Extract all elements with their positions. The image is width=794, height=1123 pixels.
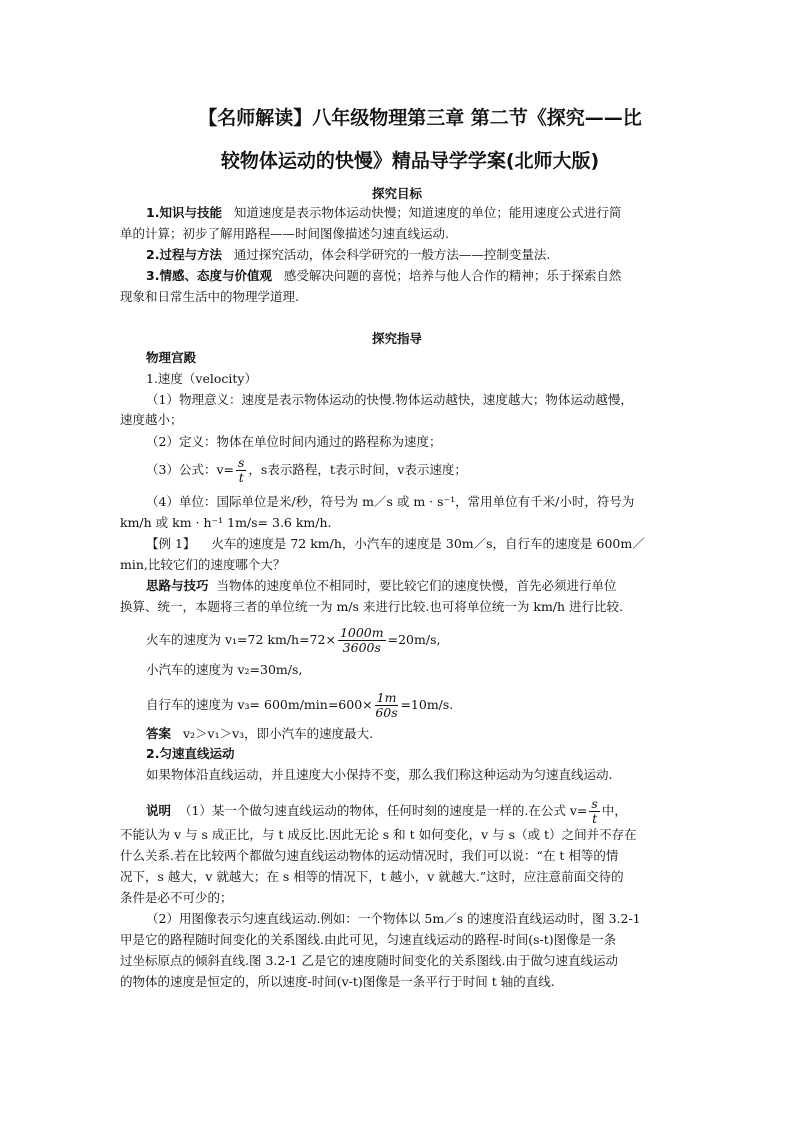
answer-text: v₂＞v₁＞v₃，即小汽车的速度最大. — [182, 726, 374, 741]
goal-2-label: 2.过程与方法 — [146, 247, 222, 262]
formula-numerator: s — [238, 455, 245, 470]
tips-line-2: 换算、统一，本题将三者的单位统一为 m/s 来进行比较.也可将单位统一为 km/h 进行比较. — [120, 599, 624, 614]
speed-meaning-line-1: （1）物理意义：速度是表示物体运动的快慢.物体运动越快，速度越大；物体运动越慢， — [146, 392, 633, 407]
document-title-line-2: 较物体运动的快慢》精品导学学案(北师大版) — [220, 150, 600, 172]
note-1-line-1 — [146, 797, 627, 826]
note-2-line-4: 的物体的速度是恒定的，所以速度-时间(v-t)图像是一条平行于时间 t 轴的直线. — [120, 974, 555, 989]
speed-definition: （2）定义：物体在单位时间内通过的路程称为速度； — [146, 434, 442, 449]
note-1-line-4: 况下，s 越大，v 就越大；在 s 相等的情况下，t 越小，v 就越大.”这时，应注意前面交待的 — [120, 869, 624, 884]
train-calc-suffix: =20m/s, — [387, 632, 441, 647]
uniform-motion-title: 2.匀速直线运动 — [146, 746, 235, 761]
note-denominator: t — [592, 811, 598, 826]
note-2-line-2: 甲是它的路程随时间变化的关系图线.由此可见，匀速直线运动的路程-时间(s-t)图像是一条 — [120, 932, 617, 947]
answer — [146, 726, 373, 742]
bike-denominator: 60s — [375, 705, 398, 720]
note-fraction — [589, 797, 599, 826]
speed-unit-line-1: （4）单位：国际单位是米/秒，符号为 m／s 或 m · s⁻¹，常用单位有千米/小时，符号为 — [146, 494, 635, 509]
speed-meaning-line-2: 速度越小； — [120, 412, 183, 427]
note-2-line-3: 过坐标原点的倾斜直线.图 3.2-1 乙是它的速度随时间变化的关系图线.由于做匀速直线运动 — [120, 953, 618, 968]
note-2-line-1: （2）用图像表示匀速直线运动.例如：一个物体以 5m／s 的速度沿直线运动时，图 3.2-1 — [146, 911, 641, 926]
document-title-line-1: 【名师解读】八年级物理第三章 第二节《探究——比 — [198, 107, 642, 129]
goal-3-label: 3.情感、态度与价值观 — [146, 268, 272, 283]
train-denominator: 3600s — [342, 640, 381, 655]
goals-heading: 探究目标 — [371, 186, 422, 201]
note-1-line-5: 条件是必不可少的； — [120, 890, 233, 905]
answer-label: 答案 — [146, 726, 172, 741]
formula-suffix: ，s表示路程，t表示时间，v表示速度； — [248, 462, 467, 477]
goal-1-line-2: 单的计算；初步了解用路程——时间图像描述匀速直线运动. — [120, 226, 449, 241]
goal-3-line-1 — [146, 268, 621, 284]
goal-3-line-2: 现象和日常生活中的物理学道理. — [120, 289, 299, 304]
example-1-line-2: min,比较它们的速度哪个大？ — [120, 557, 286, 572]
goal-3-text: 感受解决问题的喜悦；培养与他人合作的精神；乐于探索自然 — [283, 268, 622, 283]
goal-2-text: 通过探究活动，体会科学研究的一般方法——控制变量法. — [233, 247, 551, 262]
train-speed-calc — [146, 626, 440, 655]
train-fraction — [338, 626, 386, 655]
speed-section-title: 1.速度（velocity） — [146, 371, 257, 386]
bike-fraction — [375, 691, 399, 720]
speed-unit-line-2: km/h 或 km · h⁻¹ 1m/s= 3.6 km/h. — [120, 515, 332, 530]
tips-line-1 — [146, 578, 616, 594]
formula-fraction — [236, 456, 246, 485]
note-1-line-2: 不能认为 v 与 s 成正比，与 t 成反比.因此无论 s 和 t 如何变化，v 与 s（或 t）之间并不存在 — [120, 827, 637, 842]
goal-1-line-1 — [146, 205, 621, 221]
note-1-line-3: 什么关系.若在比较两个都做匀速直线运动物体的运动情况时，我们可以说：“在 t 相等的情 — [120, 848, 619, 863]
goal-2 — [146, 247, 550, 263]
speed-formula — [146, 456, 467, 485]
goal-1-text: 知道速度是表示物体运动快慢；知道速度的单位；能用速度公式进行简 — [233, 205, 622, 220]
formula-prefix: （3）公式：v= — [146, 462, 234, 477]
uniform-motion-definition: 如果物体沿直线运动，并且速度大小保持不变，那么我们称这种运动为匀速直线运动. — [146, 767, 613, 782]
tips-text: 当物体的速度单位不相同时，要比较它们的速度快慢，首先必须进行单位 — [216, 578, 617, 593]
tips-label: 思路与技巧 — [146, 578, 209, 593]
note-1-suffix: 中， — [601, 803, 627, 818]
note-1-text: （1）某一个做匀速直线运动的物体，任何时刻的速度是一样的.在公式 v= — [178, 803, 588, 818]
physics-palace-heading: 物理宫殿 — [146, 350, 197, 365]
bike-speed-calc — [146, 691, 453, 720]
bike-numerator: 1m — [376, 690, 397, 705]
bike-calc-prefix: 自行车的速度为 v₃= 600m/min=600× — [146, 697, 373, 712]
note-label: 说明 — [146, 803, 172, 818]
bike-calc-suffix: =10m/s. — [400, 697, 454, 712]
car-speed: 小汽车的速度为 v₂=30m/s, — [146, 662, 303, 677]
train-calc-prefix: 火车的速度为 v₁=72 km/h=72× — [146, 632, 336, 647]
example-1-line-1 — [146, 536, 645, 552]
goal-1-label: 1.知识与技能 — [146, 205, 222, 220]
example-1-text: 火车的速度是 72 km/h，小汽车的速度是 30m／s，自行车的速度是 600m／ — [211, 536, 645, 551]
train-numerator: 1000m — [339, 625, 384, 640]
guide-heading: 探究指导 — [371, 331, 422, 346]
formula-denominator: t — [238, 470, 244, 485]
note-numerator: s — [591, 796, 598, 811]
example-1-label: 【例 1】 — [146, 536, 196, 551]
